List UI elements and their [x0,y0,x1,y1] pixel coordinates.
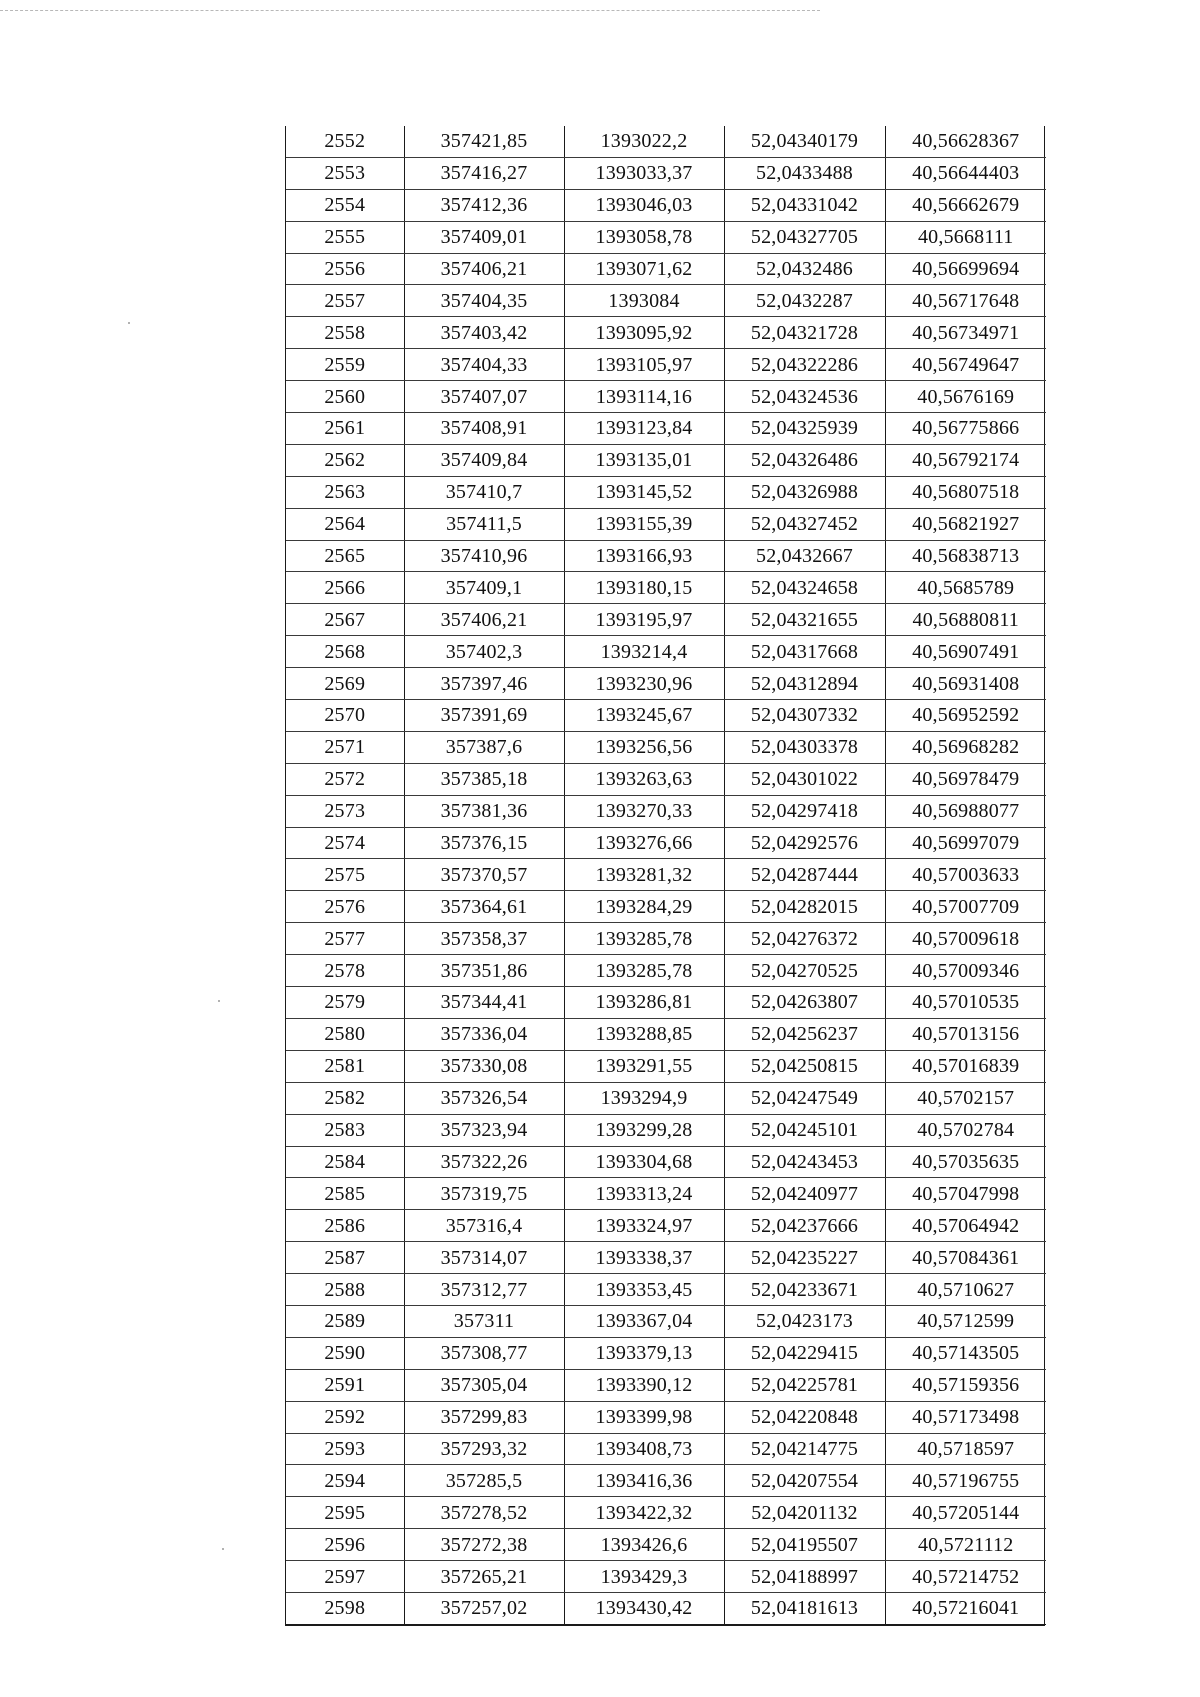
longitude-cell: 40,5668111 [885,221,1046,253]
y-coordinate-cell: 1393230,96 [564,668,724,700]
y-coordinate-cell: 1393270,33 [564,795,724,827]
longitude-cell: 40,56880811 [885,604,1046,636]
x-coordinate-cell: 357311 [404,1305,564,1337]
x-coordinate-cell: 357397,46 [404,668,564,700]
table-row [286,987,1046,1019]
longitude-cell: 40,57047998 [885,1178,1046,1210]
y-coordinate-cell: 1393135,01 [564,444,724,476]
point-number-cell: 2595 [286,1497,404,1529]
point-number-cell: 2598 [286,1592,404,1624]
table-row [286,1529,1046,1561]
point-number-cell: 2587 [286,1242,404,1274]
table-row [286,859,1046,891]
table-row [286,1337,1046,1369]
scan-speck [218,1000,220,1002]
longitude-cell: 40,57173498 [885,1401,1046,1433]
point-number-cell: 2555 [286,221,404,253]
point-number-cell: 2568 [286,636,404,668]
x-coordinate-cell: 357376,15 [404,827,564,859]
x-coordinate-cell: 357299,83 [404,1401,564,1433]
table-row [286,381,1046,413]
point-number-cell: 2572 [286,763,404,795]
table-row [286,572,1046,604]
table-row [286,1592,1046,1624]
x-coordinate-cell: 357416,27 [404,157,564,189]
table-row [286,700,1046,732]
longitude-cell: 40,57013156 [885,1018,1046,1050]
longitude-cell: 40,5702157 [885,1082,1046,1114]
latitude-cell: 52,04276372 [724,923,885,955]
y-coordinate-cell: 1393046,03 [564,189,724,221]
table-row [286,1114,1046,1146]
y-coordinate-cell: 1393426,6 [564,1529,724,1561]
latitude-cell: 52,04225781 [724,1369,885,1401]
y-coordinate-cell: 1393324,97 [564,1210,724,1242]
y-coordinate-cell: 1393022,2 [564,126,724,157]
y-coordinate-cell: 1393058,78 [564,221,724,253]
table-row [286,827,1046,859]
table-row [286,636,1046,668]
point-number-cell: 2593 [286,1433,404,1465]
x-coordinate-cell: 357409,84 [404,444,564,476]
y-coordinate-cell: 1393313,24 [564,1178,724,1210]
x-coordinate-cell: 357410,96 [404,540,564,572]
latitude-cell: 52,04250815 [724,1050,885,1082]
y-coordinate-cell: 1393114,16 [564,381,724,413]
point-number-cell: 2574 [286,827,404,859]
longitude-cell: 40,56644403 [885,157,1046,189]
latitude-cell: 52,04207554 [724,1465,885,1497]
table-row [286,1497,1046,1529]
table-row [286,444,1046,476]
x-coordinate-cell: 357385,18 [404,763,564,795]
longitude-cell: 40,56628367 [885,126,1046,157]
latitude-cell: 52,04229415 [724,1337,885,1369]
x-coordinate-cell: 357314,07 [404,1242,564,1274]
point-number-cell: 2581 [286,1050,404,1082]
table-row [286,763,1046,795]
longitude-cell: 40,57007709 [885,891,1046,923]
table-row [286,253,1046,285]
y-coordinate-cell: 1393084 [564,285,724,317]
longitude-cell: 40,57143505 [885,1337,1046,1369]
latitude-cell: 52,04327705 [724,221,885,253]
longitude-cell: 40,5685789 [885,572,1046,604]
table-row [286,1242,1046,1274]
y-coordinate-cell: 1393263,63 [564,763,724,795]
point-number-cell: 2584 [286,1146,404,1178]
longitude-cell: 40,56931408 [885,668,1046,700]
latitude-cell: 52,04321655 [724,604,885,636]
point-number-cell: 2577 [286,923,404,955]
latitude-cell: 52,04326486 [724,444,885,476]
x-coordinate-cell: 357370,57 [404,859,564,891]
y-coordinate-cell: 1393390,12 [564,1369,724,1401]
table-row [286,349,1046,381]
point-number-cell: 2589 [286,1305,404,1337]
latitude-cell: 52,04301022 [724,763,885,795]
latitude-cell: 52,04324536 [724,381,885,413]
latitude-cell: 52,04340179 [724,126,885,157]
y-coordinate-cell: 1393429,3 [564,1561,724,1593]
x-coordinate-cell: 357322,26 [404,1146,564,1178]
point-number-cell: 2580 [286,1018,404,1050]
table-row [286,1018,1046,1050]
longitude-cell: 40,57035635 [885,1146,1046,1178]
latitude-cell: 52,0433488 [724,157,885,189]
x-coordinate-cell: 357316,4 [404,1210,564,1242]
table-row [286,1369,1046,1401]
table-row [286,1082,1046,1114]
point-number-cell: 2597 [286,1561,404,1593]
table-row [286,1146,1046,1178]
x-coordinate-cell: 357402,3 [404,636,564,668]
x-coordinate-cell: 357387,6 [404,731,564,763]
y-coordinate-cell: 1393304,68 [564,1146,724,1178]
table-row [286,891,1046,923]
longitude-cell: 40,57003633 [885,859,1046,891]
table-row [286,189,1046,221]
table-row [286,157,1046,189]
point-number-cell: 2579 [286,987,404,1019]
x-coordinate-cell: 357406,21 [404,604,564,636]
x-coordinate-cell: 357257,02 [404,1592,564,1624]
table-row [286,126,1046,157]
point-number-cell: 2582 [286,1082,404,1114]
point-number-cell: 2563 [286,476,404,508]
longitude-cell: 40,57010535 [885,987,1046,1019]
latitude-cell: 52,04331042 [724,189,885,221]
latitude-cell: 52,04321728 [724,317,885,349]
point-number-cell: 2566 [286,572,404,604]
table-row [286,1274,1046,1306]
point-number-cell: 2554 [286,189,404,221]
point-number-cell: 2565 [286,540,404,572]
y-coordinate-cell: 1393338,37 [564,1242,724,1274]
latitude-cell: 52,04303378 [724,731,885,763]
x-coordinate-cell: 357412,36 [404,189,564,221]
longitude-cell: 40,56997079 [885,827,1046,859]
longitude-cell: 40,56952592 [885,700,1046,732]
y-coordinate-cell: 1393399,98 [564,1401,724,1433]
point-number-cell: 2575 [286,859,404,891]
x-coordinate-cell: 357305,04 [404,1369,564,1401]
point-number-cell: 2557 [286,285,404,317]
table-row [286,795,1046,827]
point-number-cell: 2571 [286,731,404,763]
latitude-cell: 52,0432486 [724,253,885,285]
longitude-cell: 40,5718597 [885,1433,1046,1465]
point-number-cell: 2558 [286,317,404,349]
y-coordinate-cell: 1393166,93 [564,540,724,572]
x-coordinate-cell: 357308,77 [404,1337,564,1369]
longitude-cell: 40,56792174 [885,444,1046,476]
longitude-cell: 40,57009346 [885,955,1046,987]
point-number-cell: 2560 [286,381,404,413]
latitude-cell: 52,04256237 [724,1018,885,1050]
point-number-cell: 2585 [286,1178,404,1210]
longitude-cell: 40,57196755 [885,1465,1046,1497]
longitude-cell: 40,56717648 [885,285,1046,317]
y-coordinate-cell: 1393285,78 [564,923,724,955]
latitude-cell: 52,0432287 [724,285,885,317]
longitude-cell: 40,57159356 [885,1369,1046,1401]
y-coordinate-cell: 1393245,67 [564,700,724,732]
y-coordinate-cell: 1393285,78 [564,955,724,987]
y-coordinate-cell: 1393195,97 [564,604,724,636]
point-number-cell: 2556 [286,253,404,285]
point-number-cell: 2591 [286,1369,404,1401]
scan-edge-line [0,10,820,11]
y-coordinate-cell: 1393367,04 [564,1305,724,1337]
y-coordinate-cell: 1393294,9 [564,1082,724,1114]
point-number-cell: 2576 [286,891,404,923]
point-number-cell: 2588 [286,1274,404,1306]
point-number-cell: 2567 [286,604,404,636]
latitude-cell: 52,04214775 [724,1433,885,1465]
longitude-cell: 40,57216041 [885,1592,1046,1624]
x-coordinate-cell: 357330,08 [404,1050,564,1082]
table-row [286,1465,1046,1497]
latitude-cell: 52,04201132 [724,1497,885,1529]
y-coordinate-cell: 1393033,37 [564,157,724,189]
latitude-cell: 52,04325939 [724,413,885,445]
latitude-cell: 52,04181613 [724,1592,885,1624]
y-coordinate-cell: 1393155,39 [564,508,724,540]
x-coordinate-cell: 357409,01 [404,221,564,253]
latitude-cell: 52,04282015 [724,891,885,923]
x-coordinate-cell: 357319,75 [404,1178,564,1210]
longitude-cell: 40,5721112 [885,1529,1046,1561]
table-row [286,317,1046,349]
table-row [286,1433,1046,1465]
x-coordinate-cell: 357272,38 [404,1529,564,1561]
latitude-cell: 52,04235227 [724,1242,885,1274]
table-row [286,731,1046,763]
latitude-cell: 52,04297418 [724,795,885,827]
longitude-cell: 40,56775866 [885,413,1046,445]
x-coordinate-cell: 357285,5 [404,1465,564,1497]
latitude-cell: 52,04327452 [724,508,885,540]
latitude-cell: 52,04220848 [724,1401,885,1433]
point-number-cell: 2578 [286,955,404,987]
x-coordinate-cell: 357403,42 [404,317,564,349]
longitude-cell: 40,5710627 [885,1274,1046,1306]
y-coordinate-cell: 1393379,13 [564,1337,724,1369]
latitude-cell: 52,0432667 [724,540,885,572]
x-coordinate-cell: 357404,35 [404,285,564,317]
longitude-cell: 40,56749647 [885,349,1046,381]
table-row [286,955,1046,987]
x-coordinate-cell: 357381,36 [404,795,564,827]
x-coordinate-cell: 357358,37 [404,923,564,955]
table-row [286,221,1046,253]
y-coordinate-cell: 1393408,73 [564,1433,724,1465]
x-coordinate-cell: 357391,69 [404,700,564,732]
point-number-cell: 2552 [286,126,404,157]
y-coordinate-cell: 1393284,29 [564,891,724,923]
longitude-cell: 40,57064942 [885,1210,1046,1242]
table-row [286,540,1046,572]
coordinates-table-frame [285,126,1045,1626]
table-body [286,126,1046,1624]
longitude-cell: 40,5676169 [885,381,1046,413]
latitude-cell: 52,04263807 [724,987,885,1019]
table-row [286,508,1046,540]
x-coordinate-cell: 357408,91 [404,413,564,445]
latitude-cell: 52,04270525 [724,955,885,987]
latitude-cell: 52,04233671 [724,1274,885,1306]
latitude-cell: 52,04188997 [724,1561,885,1593]
table-row [286,604,1046,636]
point-number-cell: 2573 [286,795,404,827]
longitude-cell: 40,56907491 [885,636,1046,668]
latitude-cell: 52,04317668 [724,636,885,668]
longitude-cell: 40,56988077 [885,795,1046,827]
latitude-cell: 52,04312894 [724,668,885,700]
point-number-cell: 2586 [286,1210,404,1242]
longitude-cell: 40,56662679 [885,189,1046,221]
latitude-cell: 52,04292576 [724,827,885,859]
x-coordinate-cell: 357278,52 [404,1497,564,1529]
x-coordinate-cell: 357323,94 [404,1114,564,1146]
x-coordinate-cell: 357404,33 [404,349,564,381]
table-row [286,413,1046,445]
y-coordinate-cell: 1393353,45 [564,1274,724,1306]
y-coordinate-cell: 1393286,81 [564,987,724,1019]
latitude-cell: 52,04326988 [724,476,885,508]
y-coordinate-cell: 1393105,97 [564,349,724,381]
point-number-cell: 2559 [286,349,404,381]
latitude-cell: 52,04240977 [724,1178,885,1210]
point-number-cell: 2564 [286,508,404,540]
point-number-cell: 2596 [286,1529,404,1561]
table-row [286,476,1046,508]
latitude-cell: 52,04322286 [724,349,885,381]
y-coordinate-cell: 1393071,62 [564,253,724,285]
coordinates-table [286,126,1046,1625]
longitude-cell: 40,57205144 [885,1497,1046,1529]
point-number-cell: 2569 [286,668,404,700]
latitude-cell: 52,04307332 [724,700,885,732]
y-coordinate-cell: 1393214,4 [564,636,724,668]
x-coordinate-cell: 357344,41 [404,987,564,1019]
y-coordinate-cell: 1393288,85 [564,1018,724,1050]
point-number-cell: 2570 [286,700,404,732]
y-coordinate-cell: 1393276,66 [564,827,724,859]
y-coordinate-cell: 1393281,32 [564,859,724,891]
table-row [286,285,1046,317]
latitude-cell: 52,04195507 [724,1529,885,1561]
x-coordinate-cell: 357293,32 [404,1433,564,1465]
point-number-cell: 2592 [286,1401,404,1433]
y-coordinate-cell: 1393291,55 [564,1050,724,1082]
y-coordinate-cell: 1393095,92 [564,317,724,349]
latitude-cell: 52,04243453 [724,1146,885,1178]
table-row [286,923,1046,955]
latitude-cell: 52,04247549 [724,1082,885,1114]
latitude-cell: 52,0423173 [724,1305,885,1337]
point-number-cell: 2553 [286,157,404,189]
longitude-cell: 40,56968282 [885,731,1046,763]
longitude-cell: 40,56734971 [885,317,1046,349]
y-coordinate-cell: 1393422,32 [564,1497,724,1529]
x-coordinate-cell: 357364,61 [404,891,564,923]
longitude-cell: 40,56838713 [885,540,1046,572]
x-coordinate-cell: 357312,77 [404,1274,564,1306]
x-coordinate-cell: 357421,85 [404,126,564,157]
latitude-cell: 52,04237666 [724,1210,885,1242]
table-row [286,1050,1046,1082]
table-row [286,1178,1046,1210]
y-coordinate-cell: 1393180,15 [564,572,724,604]
point-number-cell: 2583 [286,1114,404,1146]
x-coordinate-cell: 357336,04 [404,1018,564,1050]
y-coordinate-cell: 1393123,84 [564,413,724,445]
y-coordinate-cell: 1393145,52 [564,476,724,508]
x-coordinate-cell: 357410,7 [404,476,564,508]
table-row [286,1561,1046,1593]
longitude-cell: 40,5702784 [885,1114,1046,1146]
y-coordinate-cell: 1393299,28 [564,1114,724,1146]
point-number-cell: 2594 [286,1465,404,1497]
point-number-cell: 2590 [286,1337,404,1369]
longitude-cell: 40,57084361 [885,1242,1046,1274]
table-row [286,1210,1046,1242]
x-coordinate-cell: 357409,1 [404,572,564,604]
latitude-cell: 52,04287444 [724,859,885,891]
x-coordinate-cell: 357407,07 [404,381,564,413]
latitude-cell: 52,04324658 [724,572,885,604]
longitude-cell: 40,56978479 [885,763,1046,795]
x-coordinate-cell: 357406,21 [404,253,564,285]
y-coordinate-cell: 1393430,42 [564,1592,724,1624]
x-coordinate-cell: 357265,21 [404,1561,564,1593]
longitude-cell: 40,5712599 [885,1305,1046,1337]
scan-speck [222,1548,224,1550]
table-row [286,668,1046,700]
y-coordinate-cell: 1393416,36 [564,1465,724,1497]
longitude-cell: 40,56807518 [885,476,1046,508]
longitude-cell: 40,57009618 [885,923,1046,955]
scan-speck [128,322,130,324]
table-row [286,1401,1046,1433]
latitude-cell: 52,04245101 [724,1114,885,1146]
point-number-cell: 2562 [286,444,404,476]
longitude-cell: 40,56699694 [885,253,1046,285]
longitude-cell: 40,57016839 [885,1050,1046,1082]
longitude-cell: 40,56821927 [885,508,1046,540]
longitude-cell: 40,57214752 [885,1561,1046,1593]
point-number-cell: 2561 [286,413,404,445]
x-coordinate-cell: 357411,5 [404,508,564,540]
y-coordinate-cell: 1393256,56 [564,731,724,763]
x-coordinate-cell: 357351,86 [404,955,564,987]
table-row [286,1305,1046,1337]
x-coordinate-cell: 357326,54 [404,1082,564,1114]
